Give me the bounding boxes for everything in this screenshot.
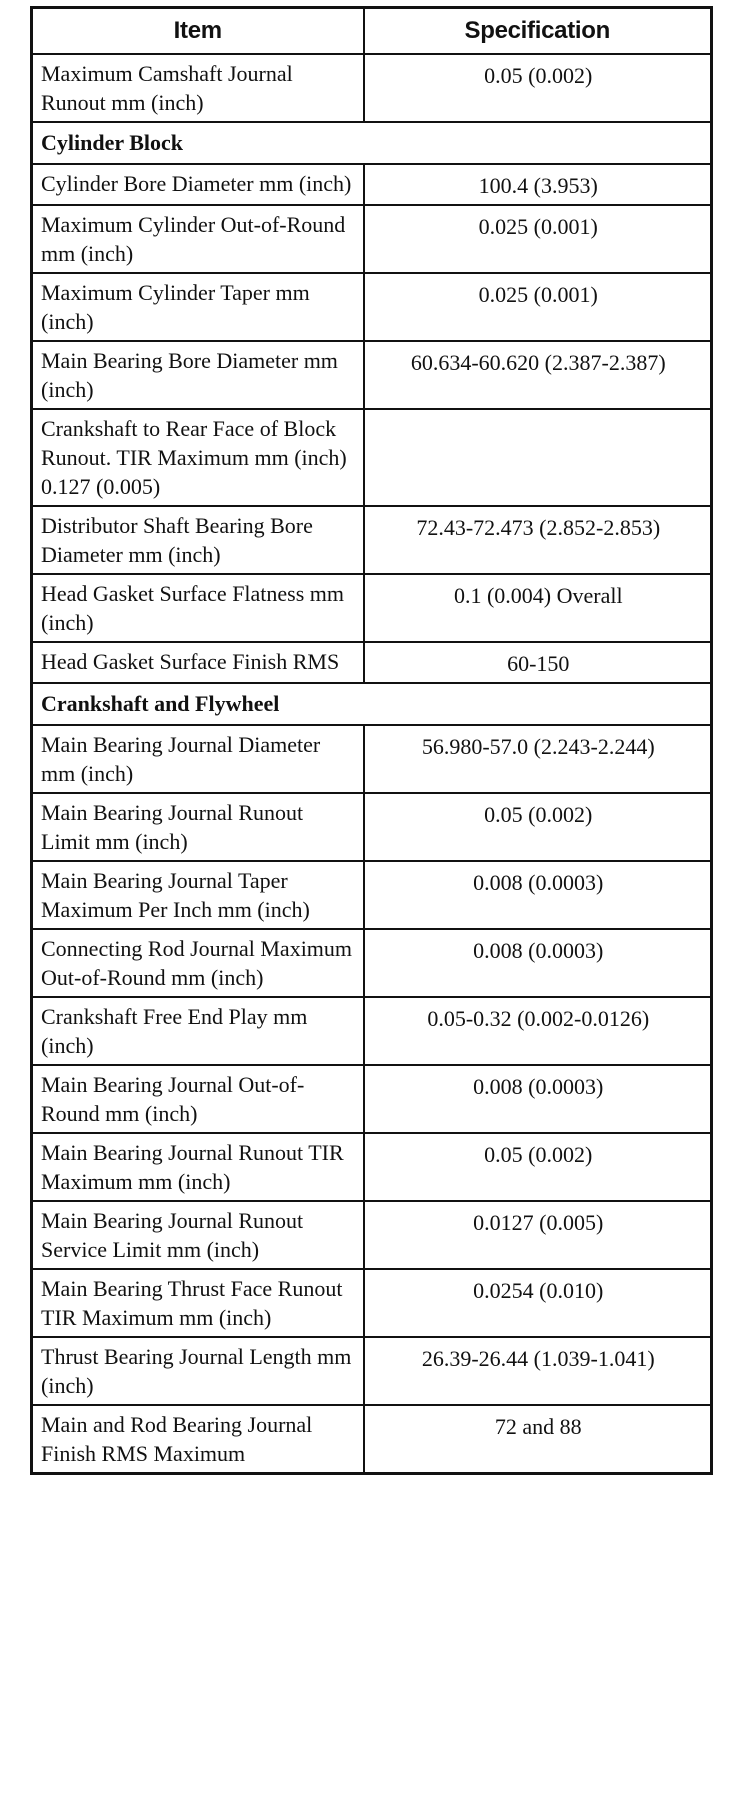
table-row xyxy=(32,997,712,1065)
item-cell: Crankshaft to Rear Face of Block Runout. TIR Maximum mm (inch) 0.127 (0.005) xyxy=(32,409,364,506)
item-cell: Main Bearing Journal Taper Maximum Per Inch mm (inch) xyxy=(32,861,364,929)
table-row xyxy=(32,861,712,929)
table-row xyxy=(32,1405,712,1474)
item-cell: Head Gasket Surface Flatness mm (inch) xyxy=(32,574,364,642)
specification-cell: 72 and 88 xyxy=(364,1405,712,1474)
specification-cell: 0.05 (0.002) xyxy=(364,1133,712,1201)
item-cell: Cylinder Bore Diameter mm (inch) xyxy=(32,164,364,205)
spec-sheet xyxy=(30,6,710,1475)
table-row xyxy=(32,409,712,506)
table-row xyxy=(32,642,712,683)
specification-cell: 26.39-26.44 (1.039-1.041) xyxy=(364,1337,712,1405)
item-cell: Main Bearing Thrust Face Runout TIR Maximum mm (inch) xyxy=(32,1269,364,1337)
table-row xyxy=(32,793,712,861)
specification-cell: 0.008 (0.0003) xyxy=(364,861,712,929)
specification-cell: 0.025 (0.001) xyxy=(364,273,712,341)
item-cell: Thrust Bearing Journal Length mm (inch) xyxy=(32,1337,364,1405)
table-row xyxy=(32,1269,712,1337)
specification-cell: 72.43-72.473 (2.852-2.853) xyxy=(364,506,712,574)
specification-cell xyxy=(364,409,712,506)
section-header-row xyxy=(32,683,712,725)
section-header-row xyxy=(32,122,712,164)
table-row xyxy=(32,273,712,341)
section-title: Cylinder Block xyxy=(32,122,712,164)
item-cell: Crankshaft Free End Play mm (inch) xyxy=(32,997,364,1065)
specification-cell: 60.634-60.620 (2.387-2.387) xyxy=(364,341,712,409)
specification-cell: 100.4 (3.953) xyxy=(364,164,712,205)
specification-cell: 0.0127 (0.005) xyxy=(364,1201,712,1269)
specification-table xyxy=(30,6,713,1475)
specification-cell: 56.980-57.0 (2.243-2.244) xyxy=(364,725,712,793)
item-cell: Main Bearing Journal Runout Service Limit mm (inch) xyxy=(32,1201,364,1269)
specification-cell: 0.05-0.32 (0.002-0.0126) xyxy=(364,997,712,1065)
item-cell: Main Bearing Journal Out-of-Round mm (inch) xyxy=(32,1065,364,1133)
table-row xyxy=(32,1201,712,1269)
table-row xyxy=(32,164,712,205)
specification-cell: 0.1 (0.004) Overall xyxy=(364,574,712,642)
item-cell: Main Bearing Journal Runout TIR Maximum mm (inch) xyxy=(32,1133,364,1201)
item-cell: Distributor Shaft Bearing Bore Diameter mm (inch) xyxy=(32,506,364,574)
specification-column-header: Specification xyxy=(364,8,712,55)
specification-cell: 0.0254 (0.010) xyxy=(364,1269,712,1337)
specification-cell: 60-150 xyxy=(364,642,712,683)
item-cell: Main Bearing Journal Diameter mm (inch) xyxy=(32,725,364,793)
item-cell: Maximum Cylinder Out-of-Round mm (inch) xyxy=(32,205,364,273)
specification-cell: 0.05 (0.002) xyxy=(364,54,712,122)
table-row xyxy=(32,54,712,122)
header-row xyxy=(32,8,712,55)
table-row xyxy=(32,929,712,997)
table-row xyxy=(32,1337,712,1405)
table-body xyxy=(32,54,712,1474)
item-cell: Connecting Rod Journal Maximum Out-of-Round mm (inch) xyxy=(32,929,364,997)
item-column-header: Item xyxy=(32,8,364,55)
item-cell: Main and Rod Bearing Journal Finish RMS Maximum xyxy=(32,1405,364,1474)
item-cell: Maximum Cylinder Taper mm (inch) xyxy=(32,273,364,341)
item-cell: Maximum Camshaft Journal Runout mm (inch) xyxy=(32,54,364,122)
item-cell: Head Gasket Surface Finish RMS xyxy=(32,642,364,683)
table-row xyxy=(32,725,712,793)
specification-cell: 0.008 (0.0003) xyxy=(364,1065,712,1133)
item-cell: Main Bearing Bore Diameter mm (inch) xyxy=(32,341,364,409)
table-row xyxy=(32,1133,712,1201)
table-row xyxy=(32,341,712,409)
table-row xyxy=(32,1065,712,1133)
item-cell: Main Bearing Journal Runout Limit mm (inch) xyxy=(32,793,364,861)
table-row xyxy=(32,506,712,574)
specification-cell: 0.05 (0.002) xyxy=(364,793,712,861)
table-row xyxy=(32,205,712,273)
table-row xyxy=(32,574,712,642)
section-title: Crankshaft and Flywheel xyxy=(32,683,712,725)
specification-cell: 0.025 (0.001) xyxy=(364,205,712,273)
specification-cell: 0.008 (0.0003) xyxy=(364,929,712,997)
